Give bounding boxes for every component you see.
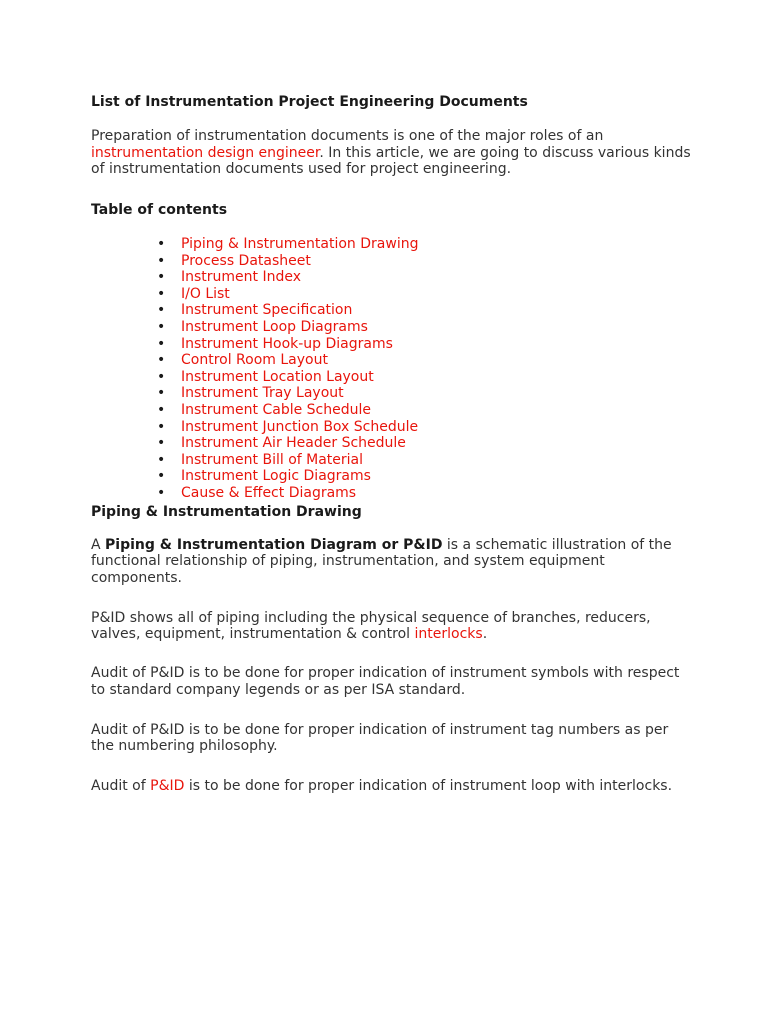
table-of-contents: [91, 236, 691, 502]
bullet-icon: •: [157, 302, 166, 319]
bullet-icon: •: [157, 252, 166, 269]
toc-link[interactable]: Instrument Junction Box Schedule: [181, 418, 419, 435]
bullet-icon: •: [157, 368, 166, 385]
bullet-icon: •: [157, 385, 166, 402]
toc-item: [91, 452, 691, 469]
toc-item: [91, 302, 691, 319]
toc-link[interactable]: Instrument Logic Diagrams: [181, 468, 371, 485]
instrumentation-design-engineer-link[interactable]: instrumentation design engineer: [91, 144, 320, 161]
bullet-icon: •: [157, 236, 166, 253]
toc-link[interactable]: Instrument Air Header Schedule: [181, 435, 406, 452]
toc-link[interactable]: Piping & Instrumentation Drawing: [181, 236, 419, 253]
toc-link[interactable]: I/O List: [181, 285, 230, 302]
toc-link[interactable]: Instrument Cable Schedule: [181, 402, 372, 419]
toc-item: [91, 485, 691, 502]
pid-def-suffix: is a schematic illustration of the functional relationship of piping, instrumentation, and system equipment components.: [91, 536, 672, 587]
audit-loop-before: Audit of: [91, 777, 151, 794]
pid-shows-paragraph: [91, 610, 691, 643]
toc-link[interactable]: Cause & Effect Diagrams: [181, 485, 357, 502]
toc-heading: Table of contents: [91, 202, 228, 219]
bullet-icon: •: [157, 285, 166, 302]
bullet-icon: •: [157, 418, 166, 435]
bullet-icon: •: [157, 402, 166, 419]
pid-link[interactable]: P&ID: [150, 777, 185, 794]
pid-def-prefix: A: [91, 536, 106, 553]
toc-item: [91, 236, 691, 253]
bullet-icon: •: [157, 485, 166, 502]
intro-text-after: . In this article, we are going to discuss various kinds of instrumentation documents used for project engineering.: [91, 144, 691, 178]
bullet-icon: •: [157, 352, 166, 369]
pid-shows-end: .: [482, 626, 488, 643]
toc-item: [91, 336, 691, 353]
toc-link[interactable]: Instrument Tray Layout: [181, 385, 344, 402]
toc-link[interactable]: Instrument Index: [181, 269, 302, 286]
audit-symbols-paragraph: Audit of P&ID is to be done for proper indication of instrument symbols with respect to standard company legends or as per ISA standard.: [91, 665, 680, 698]
toc-item: [91, 435, 691, 452]
toc-link[interactable]: Instrument Location Layout: [181, 368, 374, 385]
toc-item: [91, 319, 691, 336]
audit-loop-after: is to be done for proper indication of instrument loop with interlocks.: [184, 777, 673, 794]
document-title: List of Instrumentation Project Engineering Documents: [91, 94, 528, 110]
toc-item: [91, 352, 691, 369]
toc-link[interactable]: Instrument Bill of Material: [181, 451, 364, 468]
audit-tags-paragraph: Audit of P&ID is to be done for proper indication of instrument tag numbers as per the numbering philosophy.: [91, 721, 669, 755]
bullet-icon: •: [157, 269, 166, 286]
toc-item: [91, 402, 691, 419]
bullet-icon: •: [157, 468, 166, 485]
pid-definition-paragraph: [91, 537, 691, 587]
bullet-icon: •: [157, 335, 166, 352]
bullet-icon: •: [157, 435, 166, 452]
toc-link[interactable]: Control Room Layout: [181, 352, 328, 369]
toc-link[interactable]: Process Datasheet: [181, 252, 311, 269]
toc-link[interactable]: Instrument Loop Diagrams: [181, 319, 368, 336]
bullet-icon: •: [157, 319, 166, 336]
toc-link[interactable]: Instrument Specification: [181, 302, 353, 319]
pid-shows-text: P&ID shows all of piping including the physical sequence of branches, reducers, valves, equipment, instrumentation & control: [91, 609, 651, 643]
toc-item: [91, 253, 691, 270]
toc-item: [91, 369, 691, 386]
bullet-icon: •: [157, 451, 166, 468]
interlocks-link[interactable]: interlocks: [414, 626, 483, 643]
pid-def-bold-term: Piping & Instrumentation Diagram or P&ID: [105, 536, 443, 553]
toc-item: [91, 286, 691, 303]
intro-paragraph: [91, 128, 691, 178]
toc-link[interactable]: Instrument Hook-up Diagrams: [181, 335, 393, 352]
toc-item: [91, 385, 691, 402]
toc-item: [91, 269, 691, 286]
toc-item: [91, 419, 691, 436]
intro-text-before: Preparation of instrumentation documents is one of the major roles of an: [91, 128, 604, 144]
audit-loop-paragraph: [91, 778, 691, 795]
document-page: [91, 92, 691, 795]
toc-item: [91, 468, 691, 485]
section-heading-pid: Piping & Instrumentation Drawing: [91, 503, 362, 520]
